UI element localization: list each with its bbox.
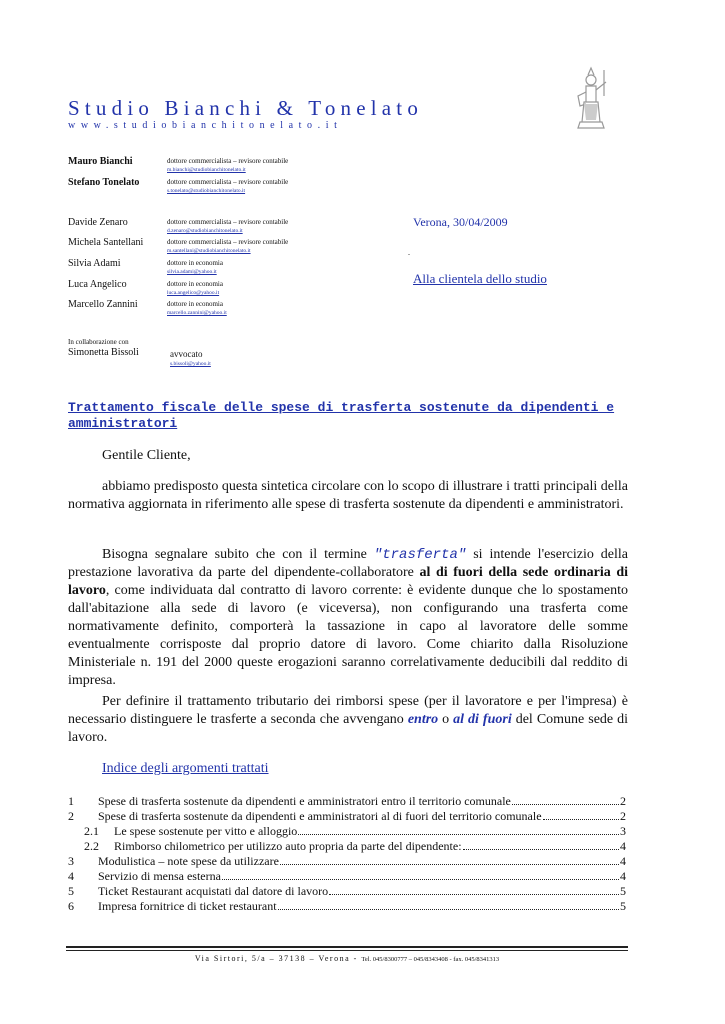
- toc-entry[interactable]: [68, 794, 626, 809]
- paragraph-text: Bisogna segnalare subito che con il termine: [102, 547, 374, 562]
- document-title: Trattamento fiscale delle spese di trasferta sostenute da dipendenti e amministratori: [68, 400, 615, 431]
- person-email[interactable]: luca.angelico@yahoo.it: [167, 290, 220, 296]
- toc-page: 2: [620, 809, 626, 823]
- collaborator-role: avvocato: [170, 349, 203, 359]
- collaborator-name: Simonetta Bissoli: [68, 347, 139, 358]
- toc-number: 5: [68, 884, 74, 898]
- index-title[interactable]: Indice degli argomenti trattati: [102, 761, 269, 776]
- person-name: Michela Santellani: [68, 237, 144, 248]
- toc-page: 3: [620, 824, 626, 838]
- person-email[interactable]: d.zenaro@studiobianchitonelato.it: [167, 228, 243, 234]
- toc-leader: [298, 834, 619, 835]
- paragraph-text: o: [438, 712, 454, 727]
- emphasis-text: al di fuori della sede ordinaria di lavoro: [68, 565, 628, 598]
- toc-page: 4: [620, 839, 626, 853]
- toc-leader: [543, 819, 619, 820]
- toc-text[interactable]: Ticket Restaurant acquistati dal datore di lavoro: [98, 884, 329, 898]
- term-trasferta: "trasferta": [373, 547, 467, 563]
- toc-entry[interactable]: [68, 839, 626, 854]
- toc-number: 2: [68, 809, 74, 823]
- firm-name: Studio Bianchi & Tonelato: [68, 96, 424, 120]
- toc-number: 1: [68, 794, 74, 808]
- person-email[interactable]: marcello.zannini@yahoo.it: [167, 310, 227, 316]
- person-email[interactable]: silvia.adami@yahoo.it: [167, 269, 217, 275]
- person-role: dottore commercialista – revisore contabile: [167, 178, 289, 186]
- person-email[interactable]: m.santellani@studiobianchitonelato.it: [167, 248, 251, 254]
- toc-entry[interactable]: [68, 854, 626, 869]
- toc-leader: [278, 909, 619, 910]
- toc-text[interactable]: Rimborso chilometrico per utilizzo auto propria da parte del dipendente:: [114, 839, 462, 853]
- separator-dot: .: [408, 248, 410, 257]
- emphasis-fuori: al di fuori: [453, 712, 512, 727]
- toc-text[interactable]: Modulistica – note spese da utilizzare: [98, 854, 279, 868]
- person-name: Silvia Adami: [68, 258, 121, 269]
- toc-entry[interactable]: [68, 869, 626, 884]
- paragraph-intro: abbiamo predisposto questa sintetica circolare con lo scopo di illustrare i tratti principali della normativa aggiornata in riferimento alle spese di trasferta sostenute da dipendenti e amministratori.: [68, 479, 628, 512]
- toc-page: 4: [620, 869, 626, 883]
- letter-recipient: Alla clientela dello studio: [413, 271, 547, 286]
- person-name: Stefano Tonelato: [68, 177, 140, 188]
- footer-divider: [66, 950, 628, 951]
- toc-text[interactable]: Servizio di mensa esterna: [98, 869, 221, 883]
- person-name: Luca Angelico: [68, 279, 127, 290]
- toc-page: 5: [620, 899, 626, 913]
- toc-number: 2.2: [84, 839, 99, 853]
- paragraph-treatment: [68, 693, 628, 747]
- toc-leader: [280, 864, 619, 865]
- paragraph-text: Per definire il trattamento tributario dei rimborsi spese (per il lavoratore e per l'impresa) è necessario distinguere le trasferte a seconda che avvengano: [68, 694, 628, 727]
- toc-number: 4: [68, 869, 74, 883]
- firm-website: www.studiobianchitonelato.it: [68, 120, 343, 131]
- paragraph-text: del Comune sede di lavoro.: [68, 712, 629, 745]
- person-name: Marcello Zannini: [68, 299, 138, 310]
- person-role: dottore in economia: [167, 300, 223, 308]
- toc-page: 4: [620, 854, 626, 868]
- table-of-contents: [68, 794, 626, 914]
- toc-leader: [222, 879, 619, 880]
- person-role: dottore commercialista – revisore contabile: [167, 238, 289, 246]
- toc-entry[interactable]: [68, 884, 626, 899]
- toc-leader: [463, 849, 619, 850]
- toc-leader: [329, 894, 619, 895]
- toc-entry[interactable]: [68, 809, 626, 824]
- person-role: dottore in economia: [167, 259, 223, 267]
- toc-page: 2: [620, 794, 626, 808]
- toc-text[interactable]: Impresa fornitrice di ticket restaurant: [98, 899, 277, 913]
- toc-text[interactable]: Spese di trasferta sostenute da dipendenti e amministratori al di fuori del territorio comunale: [98, 809, 542, 823]
- toc-entry[interactable]: [68, 824, 626, 839]
- emphasis-entro: entro: [407, 712, 439, 727]
- toc-page: 5: [620, 884, 626, 898]
- greeting: Gentile Cliente,: [102, 448, 191, 463]
- toc-number: 3: [68, 854, 74, 868]
- toc-text[interactable]: Spese di trasferta sostenute da dipendenti e amministratori entro il territorio comunale: [98, 794, 511, 808]
- toc-number: 6: [68, 899, 74, 913]
- person-email[interactable]: s.tonelato@studiobianchitonelato.it: [167, 188, 246, 194]
- footer-contacts: Tel. 045/8300777 – 045/8343408 - fax. 045/8341313: [361, 956, 500, 963]
- collaboration-label: In collaborazione con: [68, 338, 129, 346]
- person-role: dottore in economia: [167, 280, 223, 288]
- collaborator-email[interactable]: s.bissoli@yahoo.it: [170, 361, 211, 367]
- person-role: dottore commercialista – revisore contabile: [167, 218, 289, 226]
- footer: [66, 954, 628, 963]
- footer-divider: [66, 946, 628, 948]
- letter-date: Verona, 30/04/2009: [413, 215, 508, 229]
- toc-text[interactable]: Le spese sostenute per vitto e alloggio: [114, 824, 298, 838]
- person-email[interactable]: m.bianchi@studiobianchitonelato.it: [167, 167, 246, 173]
- footer-address: Via Sirtori, 5/a – 37138 – Verona -: [194, 954, 362, 963]
- paragraph-text: si intende l'esercizio della prestazione lavorativa da parte del dipendente-collaboratore: [68, 547, 628, 580]
- toc-entry[interactable]: [68, 899, 626, 914]
- person-name: Mauro Bianchi: [68, 156, 133, 167]
- paragraph-definition: [68, 546, 628, 690]
- person-role: dottore commercialista – revisore contabile: [167, 157, 289, 165]
- toc-number: 2.1: [84, 824, 99, 838]
- toc-leader: [512, 804, 619, 805]
- paragraph-text: , come individuata dal contratto di lavoro corrente: è evidente dunque che lo spostamento dall'abitazione alla sede di lavoro (e viceversa), non configurando una trasferta come normativamente definito, comporterà la tassazione in capo al lavoratore delle somme eventualmente corrisposte dal proprio datore di lavoro. Come chiarito dalla Risoluzione Ministeriale n. 191 del 2000 queste erogazioni saranno correlativamente deducibili dal reddito di impresa.: [68, 583, 628, 688]
- knight-statue-icon: [566, 62, 616, 132]
- person-name: Davide Zenaro: [68, 217, 128, 228]
